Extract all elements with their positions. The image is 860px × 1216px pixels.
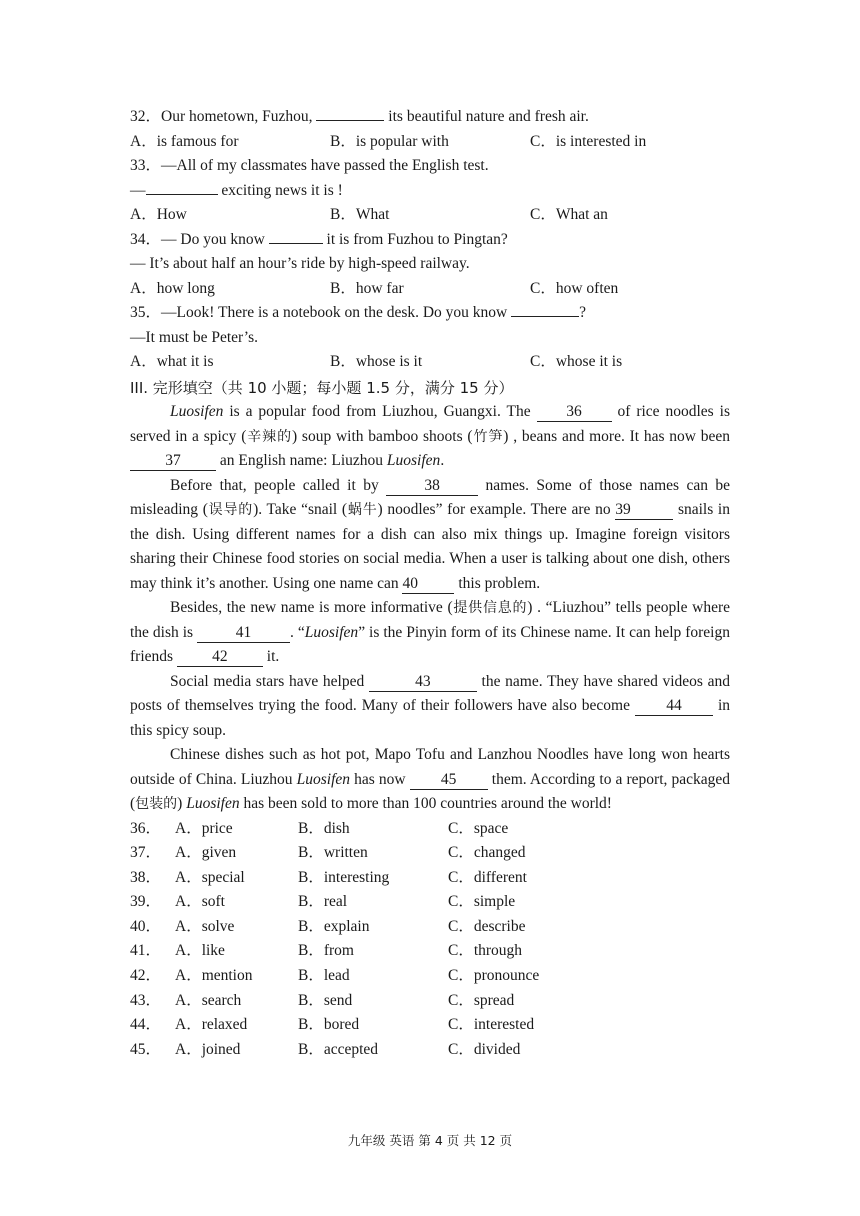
text: ” is the Pinyin form of its Chinese name. It can help foreign friends xyxy=(130,623,730,665)
blank-37: 37 xyxy=(130,452,216,471)
blank-42: 42 xyxy=(177,648,263,667)
blank-41: 41 xyxy=(197,624,290,643)
passage-paragraph-1 xyxy=(130,400,730,474)
text: Chinese dishes such as hot pot, Mapo Tofu and Lanzhou Noodles have long won hearts outside of China. Liuzhou xyxy=(130,746,730,788)
option-c: C．spread xyxy=(448,991,515,1009)
q33-line2-pre: — xyxy=(130,181,146,199)
text: ) . “Liuzhou” tells people where the dish is xyxy=(130,599,730,641)
q32-option-b: B．is popular with xyxy=(330,132,449,150)
option-a: A．soft xyxy=(175,893,225,911)
q34-stem-pre: 34．— Do you know xyxy=(130,230,269,248)
text: them. According to a report, packaged ( xyxy=(130,770,730,812)
blank-45: 45 xyxy=(410,771,488,790)
q32-stem-pre: 32．Our hometown, Fuzhou, xyxy=(130,108,317,125)
q34-blank xyxy=(269,243,323,244)
text: Before that, people called it by xyxy=(170,476,387,494)
option-number: 38． xyxy=(130,868,162,886)
question-35-stem xyxy=(130,301,730,326)
text: . “ xyxy=(290,623,305,641)
cloze-option-row xyxy=(130,817,730,842)
option-a: A．joined xyxy=(175,1040,241,1058)
text: Social media stars have helped xyxy=(170,672,369,690)
option-b: B．send xyxy=(298,991,353,1009)
q32-option-c: C．is interested in xyxy=(530,132,647,150)
q33-option-a: A．How xyxy=(130,206,187,223)
q35-stem-pre: 35．—Look! There is a notebook on the desk. Do you know xyxy=(130,304,512,321)
chinese-gloss: 包装的 xyxy=(135,796,178,812)
word-luosifen: Luosifen xyxy=(386,452,441,469)
cloze-option-row xyxy=(130,1013,730,1038)
question-35-options xyxy=(130,350,730,375)
option-b: B．real xyxy=(298,893,348,911)
word-luosifen: Luosifen xyxy=(296,770,351,788)
cloze-option-row xyxy=(130,841,730,866)
option-b: B．explain xyxy=(298,917,370,935)
cloze-options-list xyxy=(130,817,730,1063)
chinese-gloss: 竹笋 xyxy=(472,428,504,445)
exam-page xyxy=(130,105,730,1062)
option-c: C．pronounce xyxy=(448,967,540,985)
q35-option-a: A．what it is xyxy=(130,353,214,370)
q33-option-c: C．What an xyxy=(530,206,608,223)
option-b: B．dish xyxy=(298,819,350,837)
text: . xyxy=(440,452,445,469)
text: this problem. xyxy=(454,574,541,592)
option-a: A．like xyxy=(175,942,225,960)
option-number: 45． xyxy=(130,1040,162,1058)
chinese-gloss: 蜗牛 xyxy=(347,502,378,518)
blank-43: 43 xyxy=(369,673,477,692)
option-number: 40． xyxy=(130,917,162,935)
blank-44: 44 xyxy=(635,697,713,716)
option-number: 37． xyxy=(130,844,162,862)
chinese-gloss: 辛辣的 xyxy=(246,428,292,445)
word-luosifen: Luosifen xyxy=(170,403,224,420)
text: is a popular food from Liuzhou, Guangxi. The xyxy=(223,403,537,420)
question-33-stem: 33．—All of my classmates have passed the English test. xyxy=(130,157,489,174)
option-b: B．written xyxy=(298,844,368,862)
question-34-stem xyxy=(130,228,730,253)
option-c: C．changed xyxy=(448,844,526,862)
option-a: A．given xyxy=(175,844,237,862)
cloze-option-row xyxy=(130,890,730,915)
option-c: C．space xyxy=(448,819,509,837)
passage-paragraph-2 xyxy=(130,474,730,597)
blank-36: 36 xyxy=(537,403,612,422)
q35-stem-post: ? xyxy=(579,304,587,321)
text: of rice noodles is served in a spicy ( xyxy=(130,403,730,445)
option-a: A．relaxed xyxy=(175,1016,248,1034)
text: ) noodles” for example. There are no xyxy=(377,501,616,518)
q35-option-b: B．whose is it xyxy=(330,353,423,370)
text: ). Take “snail ( xyxy=(253,501,348,518)
q34-option-b: B．how far xyxy=(330,279,404,297)
option-number: 39． xyxy=(130,893,162,911)
q33-option-b: B．What xyxy=(330,206,390,223)
option-c: C．describe xyxy=(448,917,526,935)
question-33-line2 xyxy=(130,179,730,204)
option-c: C．through xyxy=(448,942,523,960)
chinese-gloss: 提供信息的 xyxy=(452,600,528,616)
cloze-option-row xyxy=(130,964,730,989)
cloze-option-row xyxy=(130,1038,730,1063)
question-33-options xyxy=(130,203,730,228)
passage-paragraph-4 xyxy=(130,670,730,744)
question-34-line2: — It’s about half an hour’s ride by high-speed railway. xyxy=(130,255,470,272)
option-a: A．search xyxy=(175,991,242,1009)
text: names. Some of those names can be misleading ( xyxy=(130,476,730,518)
page-footer: 九年级 英语 第 4 页 共 12 页 xyxy=(347,1133,513,1148)
question-35-line2: —It must be Peter’s. xyxy=(130,328,259,346)
q34-stem-post: it is from Fuzhou to Pingtan? xyxy=(322,230,508,248)
option-b: B．interesting xyxy=(298,868,390,886)
option-b: B．from xyxy=(298,942,354,960)
text: ) , beans and more. It has now been xyxy=(503,427,731,445)
option-c: C．simple xyxy=(448,893,516,911)
q34-option-a: A．how long xyxy=(130,279,215,297)
option-a: A．price xyxy=(175,819,233,837)
word-luosifen: Luosifen xyxy=(304,623,359,641)
q33-blank xyxy=(146,194,218,195)
passage-paragraph-5 xyxy=(130,743,730,817)
text: ) xyxy=(177,795,187,812)
option-a: A．mention xyxy=(175,967,253,985)
q33-line2-post: exciting news it is ! xyxy=(217,181,343,199)
option-c: C．different xyxy=(448,868,527,886)
option-b: B．accepted xyxy=(298,1040,379,1058)
text: has now xyxy=(350,770,410,788)
blank-40: 40 xyxy=(402,575,454,594)
question-34-options xyxy=(130,277,730,302)
q32-option-a: A．is famous for xyxy=(130,132,239,150)
option-number: 36． xyxy=(130,819,162,837)
option-number: 43． xyxy=(130,991,162,1009)
text: Besides, the new name is more informative ( xyxy=(170,599,453,616)
q35-blank xyxy=(511,316,579,317)
q35-option-c: C．whose it is xyxy=(530,353,623,370)
blank-39: 39 xyxy=(615,501,673,520)
cloze-option-row xyxy=(130,939,730,964)
q32-blank xyxy=(316,120,384,121)
text: the name. They have shared videos and posts of themselves trying the food. Many of their followers have also become xyxy=(130,672,730,714)
option-c: C．interested xyxy=(448,1016,535,1034)
option-b: B．lead xyxy=(298,967,350,985)
blank-38: 38 xyxy=(386,477,478,496)
text: snails in the dish. Using different names for a dish can also mix things up. Imagine foreign visitors sharing their Chinese food stories on social media. When a user is talking about one dish, others may think it’s another. Using one name can xyxy=(130,501,730,592)
question-32-options xyxy=(130,130,730,155)
option-a: A．special xyxy=(175,868,245,886)
cloze-option-row xyxy=(130,866,730,891)
q32-stem-post: its beautiful nature and fresh air. xyxy=(384,108,589,125)
option-c: C．divided xyxy=(448,1040,521,1058)
option-number: 44． xyxy=(130,1016,162,1034)
option-number: 42． xyxy=(130,967,162,985)
text: it. xyxy=(262,648,280,665)
question-32-stem xyxy=(130,105,730,130)
q34-option-c: C．how often xyxy=(530,279,619,297)
section-3-title: III. 完形填空（共 10 小题；每小题 1.5 分，满分 15 分） xyxy=(130,378,514,397)
text: in this spicy soup. xyxy=(130,697,730,739)
text: an English name: Liuzhou xyxy=(216,452,387,469)
chinese-gloss: 误导的 xyxy=(207,502,254,518)
option-number: 41． xyxy=(130,942,162,960)
cloze-option-row xyxy=(130,989,730,1014)
word-luosifen: Luosifen xyxy=(186,795,240,812)
cloze-option-row xyxy=(130,915,730,940)
text: has been sold to more than 100 countries around the world! xyxy=(239,795,612,812)
option-a: A．solve xyxy=(175,917,235,935)
option-b: B．bored xyxy=(298,1016,360,1034)
text: ) soup with bamboo shoots ( xyxy=(291,427,473,445)
passage-paragraph-3 xyxy=(130,596,730,670)
